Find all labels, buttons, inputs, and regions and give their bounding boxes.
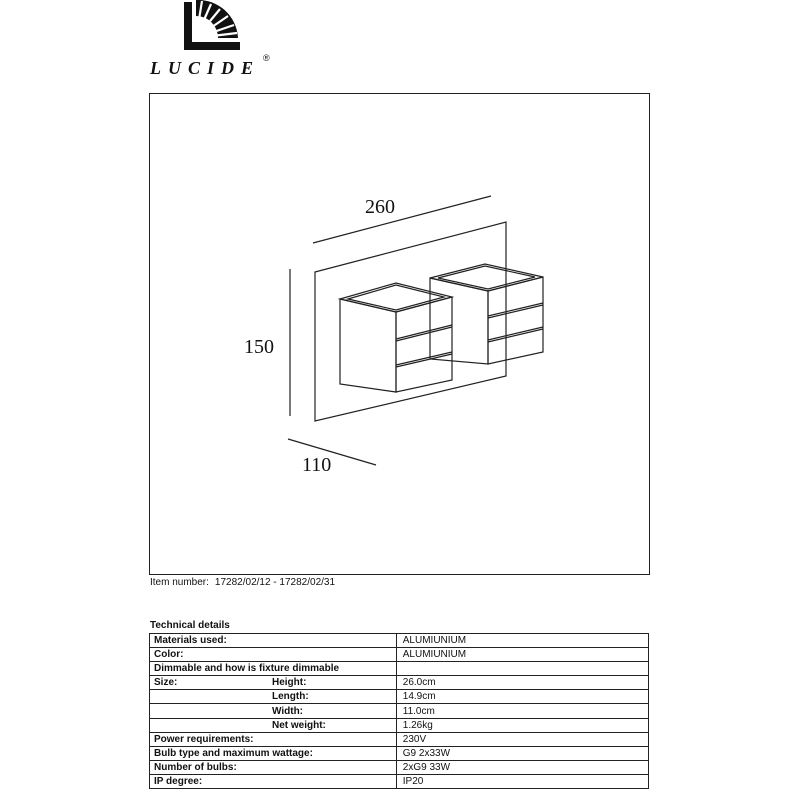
spec-key-cell xyxy=(150,648,397,662)
item-number-value: 17282/02/12 - 17282/02/31 xyxy=(214,577,336,588)
spec-key: Size: xyxy=(154,677,178,689)
spec-row xyxy=(150,648,649,662)
spec-key-cell xyxy=(150,774,397,788)
spec-key-cell xyxy=(150,746,397,760)
spec-key-cell xyxy=(150,690,397,704)
item-number-label: Item number: xyxy=(150,577,209,588)
left-cube-side xyxy=(396,297,452,392)
spec-value: 26.0cm xyxy=(396,676,648,690)
spec-row xyxy=(150,732,649,746)
right-cube-front xyxy=(430,278,488,364)
height-label: 150 xyxy=(244,336,274,358)
spec-row xyxy=(150,760,649,774)
spec-key: Color: xyxy=(154,649,184,661)
spec-key: IP degree: xyxy=(154,775,203,787)
spec-value: 2xG9 33W xyxy=(396,760,648,774)
spec-value xyxy=(396,662,648,676)
spec-value: IP20 xyxy=(396,774,648,788)
spec-row xyxy=(150,634,649,648)
spec-row xyxy=(150,662,649,676)
item-number xyxy=(150,577,335,588)
brand-name: LUCIDE xyxy=(150,58,261,78)
right-cube-top xyxy=(430,264,543,291)
spec-key: Number of bulbs: xyxy=(154,761,237,773)
spec-key-cell xyxy=(150,634,397,648)
technical-details-table xyxy=(149,633,649,789)
spec-key-cell xyxy=(150,760,397,774)
spec-key-cell xyxy=(150,662,397,676)
spec-key: Bulb type and maximum wattage: xyxy=(154,747,313,759)
spec-key-cell xyxy=(150,732,397,746)
spec-subkey: Width: xyxy=(272,705,304,717)
right-cube-top-inner xyxy=(438,266,535,289)
spec-value: G9 2x33W xyxy=(396,746,648,760)
spec-value: 230V xyxy=(396,732,648,746)
spec-key-cell xyxy=(150,676,397,690)
left-cube-front xyxy=(340,299,396,392)
brand-logo xyxy=(148,0,273,90)
product-drawing xyxy=(149,93,650,575)
spec-key xyxy=(154,690,272,703)
back-plate xyxy=(315,222,506,421)
spec-key xyxy=(154,705,272,718)
spec-value: 1.26kg xyxy=(396,718,648,732)
spec-subkey: Net weight: xyxy=(272,719,326,731)
spec-value: ALUMIUNIUM xyxy=(396,648,648,662)
depth-label: 110 xyxy=(302,454,332,476)
spec-value: 14.9cm xyxy=(396,690,648,704)
spec-key-cell xyxy=(150,704,397,718)
spec-subkey: Length: xyxy=(272,691,309,703)
spec-value: ALUMIUNIUM xyxy=(396,634,648,648)
spec-key-cell xyxy=(150,718,397,732)
spec-subkey: Height: xyxy=(272,677,307,689)
spec-row xyxy=(150,774,649,788)
spec-value: 11.0cm xyxy=(396,704,648,718)
right-cube-side xyxy=(488,277,543,364)
lucide-logo-icon xyxy=(178,0,248,55)
spec-row xyxy=(150,676,649,690)
spec-key: Materials used: xyxy=(154,635,227,647)
wall-light-diagram xyxy=(150,94,651,576)
spec-row xyxy=(150,690,649,704)
registered-mark: ® xyxy=(263,53,270,63)
spec-row xyxy=(150,718,649,732)
spec-key: Dimmable and how is fixture dimmable xyxy=(154,663,340,675)
spec-key xyxy=(154,719,272,732)
spec-key: Power requirements: xyxy=(154,733,254,745)
left-cube-top xyxy=(340,283,452,312)
width-label: 260 xyxy=(365,196,395,218)
technical-details-title: Technical details xyxy=(150,620,230,631)
width-dimension-line xyxy=(313,196,491,243)
spec-row xyxy=(150,704,649,718)
spec-row xyxy=(150,746,649,760)
